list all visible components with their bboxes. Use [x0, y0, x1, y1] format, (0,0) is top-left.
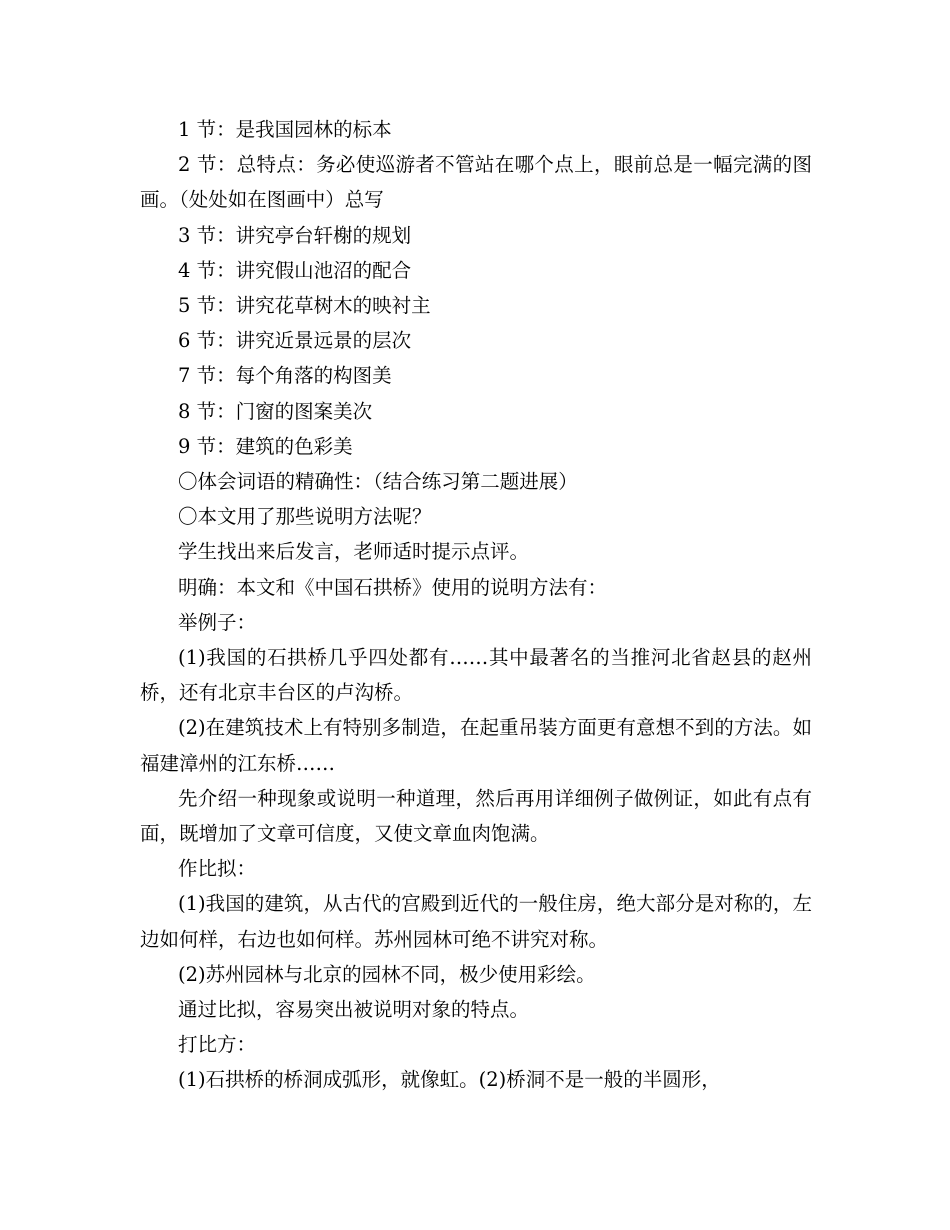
paragraph-methods-question: 〇本文用了那些说明方法呢？ [178, 505, 432, 529]
paragraph-comparison-2: (2)苏州园林与北京的园林不同，极少使用彩绘。 [178, 962, 596, 986]
paragraph-comparison-summary: 通过比拟，容易突出被说明对象的特点。 [178, 998, 530, 1022]
paragraph-section-7: 7 节：每个角落的构图美 [178, 364, 392, 388]
paragraph-comparison-1: (1)我国的建筑，从古代的宫殿到近代的一般住房，绝大部分是对称的，左边如何样，右边也如何样。苏州园林可绝不讲究对称。 [140, 892, 812, 951]
heading-analogy: 打比方： [178, 1033, 257, 1057]
paragraph-section-4: 4 节：讲究假山池沼的配合 [178, 258, 412, 282]
heading-examples: 举例子： [178, 610, 257, 634]
paragraph-analogy-1: (1)石拱桥的桥洞成弧形，就像虹。(2)桥洞不是一般的半圆形， [178, 1068, 721, 1092]
paragraph-example-2: (2)在建筑技术上有特别多制造，在起重吊装方面更有意想不到的方法。如福建漳州的江东桥…… [140, 716, 812, 775]
paragraph-student-activity: 学生找出来后发言，老师适时提示点评。 [178, 540, 530, 564]
paragraph-example-1: (1)我国的石拱桥几乎四处都有……其中最著名的当推河北省赵县的赵州桥，还有北京丰台区的卢沟桥。 [140, 646, 812, 705]
heading-comparison: 作比拟： [178, 857, 257, 881]
paragraph-section-2: 2 节：总特点：务必使巡游者不管站在哪个点上，眼前总是一幅完满的图画。（处处如在图画中）总写 [140, 153, 812, 212]
paragraph-section-6: 6 节：讲究近景远景的层次 [178, 329, 412, 353]
paragraph-section-5: 5 节：讲究花草树木的映衬主 [178, 294, 431, 318]
paragraph-section-9: 9 节：建筑的色彩美 [178, 434, 353, 458]
document-body [140, 112, 812, 1098]
paragraph-section-1: 1 节：是我国园林的标本 [178, 118, 392, 141]
paragraph-example-summary: 先介绍一种现象或说明一种道理，然后再用详细例子做例证，如此有点有面，既增加了文章可信度，又使文章血肉饱满。 [140, 786, 812, 846]
paragraph-section-3: 3 节：讲究亭台轩榭的规划 [178, 223, 412, 247]
paragraph-word-precision: 〇体会词语的精确性：（结合练习第二题进展） [178, 470, 578, 494]
paragraph-section-8: 8 节：门窗的图案美次 [178, 399, 373, 423]
paragraph-clarify: 明确：本文和《中国石拱桥》使用的说明方法有： [178, 575, 608, 599]
